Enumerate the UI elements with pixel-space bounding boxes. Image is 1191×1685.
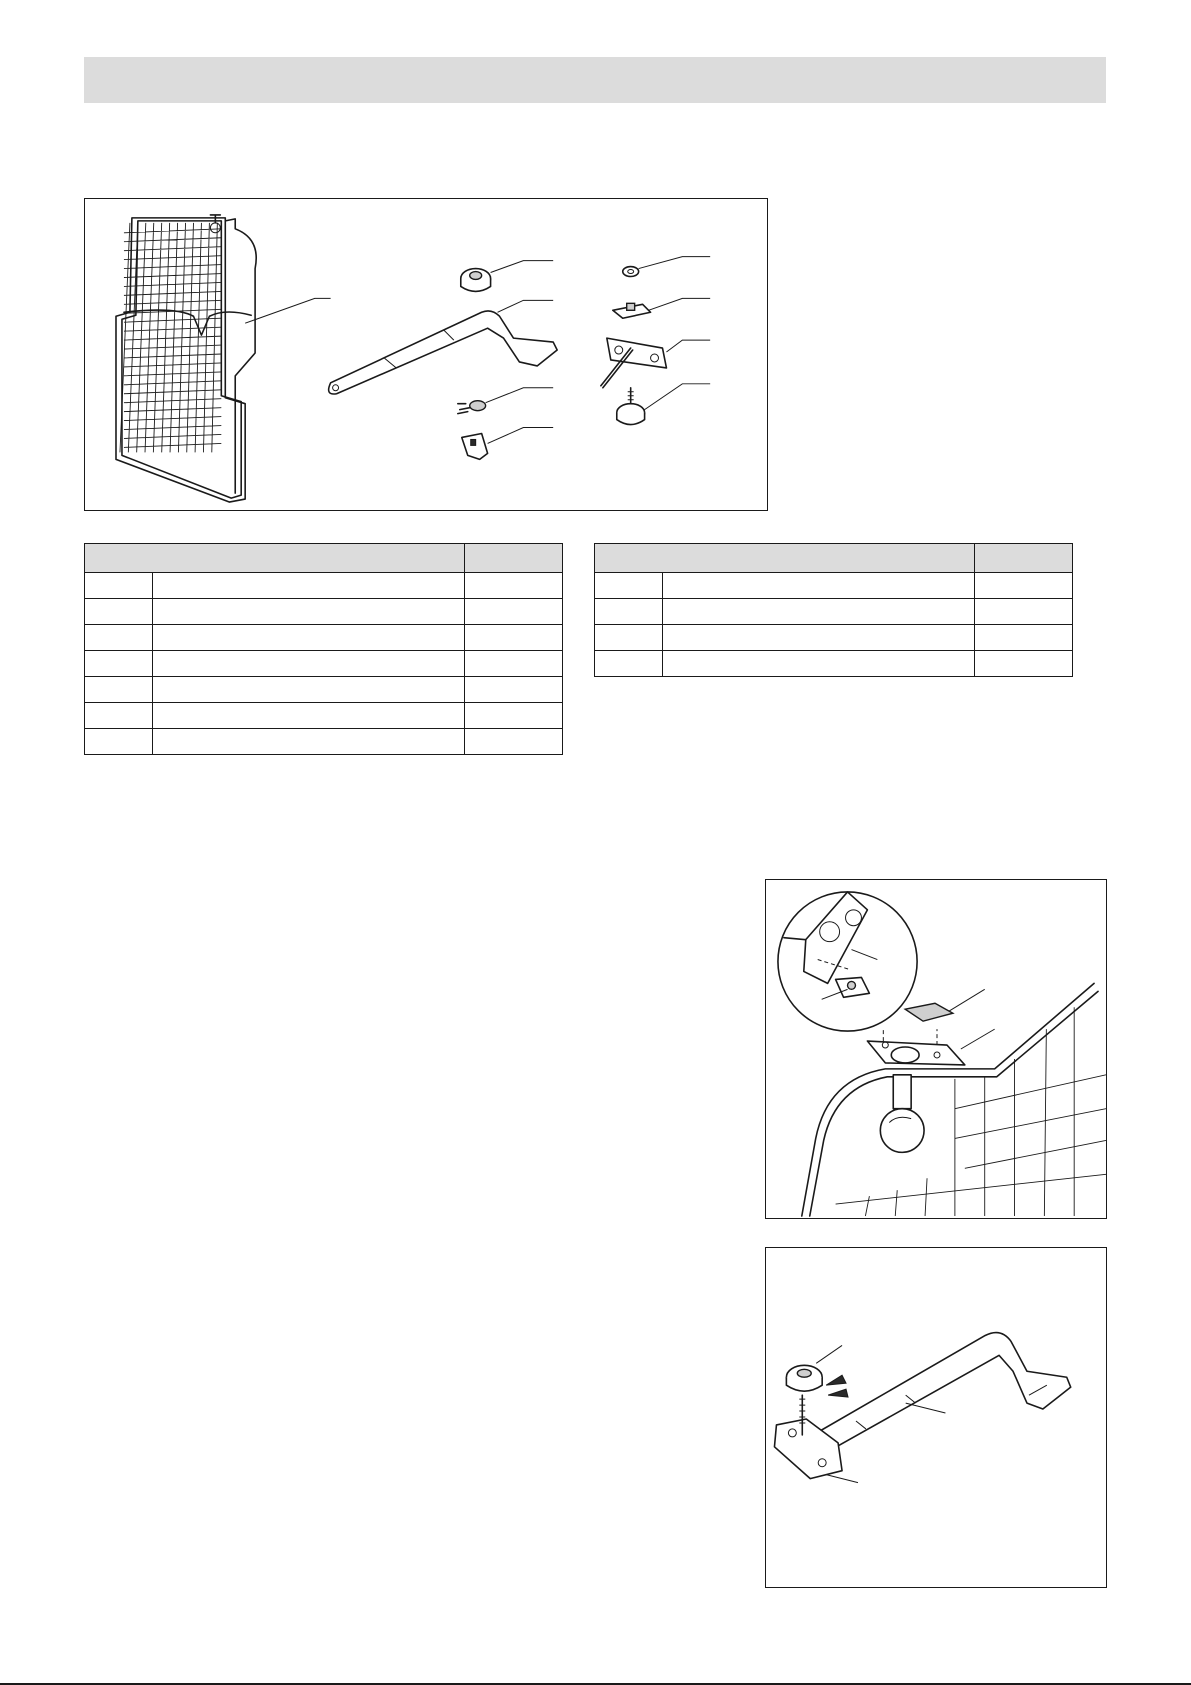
item-quantity <box>465 651 563 677</box>
item-description <box>153 729 465 755</box>
parts-table-right <box>594 543 1073 677</box>
plate-nut-part <box>613 303 651 318</box>
item-description <box>663 651 975 677</box>
quantity-header <box>975 544 1073 573</box>
knob-illustration <box>786 1365 822 1391</box>
table-row <box>595 573 1073 599</box>
washer-part <box>623 267 639 277</box>
quantity-header <box>465 544 563 573</box>
parts-overview-drawing <box>85 199 767 510</box>
table-row <box>85 651 563 677</box>
parts-overview-figure <box>84 198 768 511</box>
item-description <box>153 651 465 677</box>
grille-mesh <box>120 223 221 453</box>
arm-assembly-figure <box>765 1247 1107 1588</box>
table-row <box>85 729 563 755</box>
item-number <box>85 599 153 625</box>
table-row <box>85 573 563 599</box>
table-row <box>85 625 563 651</box>
item-description <box>153 677 465 703</box>
item-description <box>153 625 465 651</box>
item-number <box>595 599 663 625</box>
bracket-plate-illustration <box>867 1041 964 1065</box>
item-description <box>153 573 465 599</box>
item-number <box>85 625 153 651</box>
item-number <box>85 677 153 703</box>
item-description <box>153 599 465 625</box>
item-quantity <box>465 599 563 625</box>
bracket-plate-part <box>601 338 667 388</box>
bracket-detail-drawing <box>766 880 1106 1218</box>
item-number <box>85 729 153 755</box>
item-number <box>595 625 663 651</box>
knob-stud-part <box>617 388 645 425</box>
item-description <box>153 703 465 729</box>
rubber-pad-illustration <box>905 1003 953 1021</box>
table-row <box>85 599 563 625</box>
bracket-detail-figure <box>765 879 1107 1219</box>
support-arm-part <box>329 311 558 394</box>
item-description <box>663 625 975 651</box>
section-header-banner <box>84 57 1106 103</box>
table-row <box>85 677 563 703</box>
item-number <box>595 651 663 677</box>
item-quantity <box>465 677 563 703</box>
item-quantity <box>465 625 563 651</box>
item-quantity <box>465 573 563 599</box>
clip-part <box>462 433 488 459</box>
ball-stud-illustration <box>880 1075 924 1153</box>
tighten-arrow-icon <box>826 1375 848 1397</box>
item-number <box>85 651 153 677</box>
description-header <box>85 544 465 573</box>
grille-illustration <box>116 215 256 502</box>
item-quantity <box>975 573 1073 599</box>
knob-nut-part <box>461 269 491 292</box>
item-quantity <box>975 599 1073 625</box>
description-header <box>595 544 975 573</box>
item-number <box>85 703 153 729</box>
table-row <box>595 599 1073 625</box>
item-description <box>663 599 975 625</box>
item-quantity <box>465 729 563 755</box>
arm-assembly-drawing <box>766 1248 1106 1587</box>
item-number <box>595 573 663 599</box>
item-number <box>85 573 153 599</box>
parts-table-left <box>84 543 563 755</box>
item-description <box>663 573 975 599</box>
screw-part <box>458 401 486 414</box>
table-row <box>85 703 563 729</box>
magnified-detail <box>778 892 917 1031</box>
item-quantity <box>975 625 1073 651</box>
table-row <box>595 651 1073 677</box>
item-quantity <box>465 703 563 729</box>
table-row <box>595 625 1073 651</box>
item-quantity <box>975 651 1073 677</box>
